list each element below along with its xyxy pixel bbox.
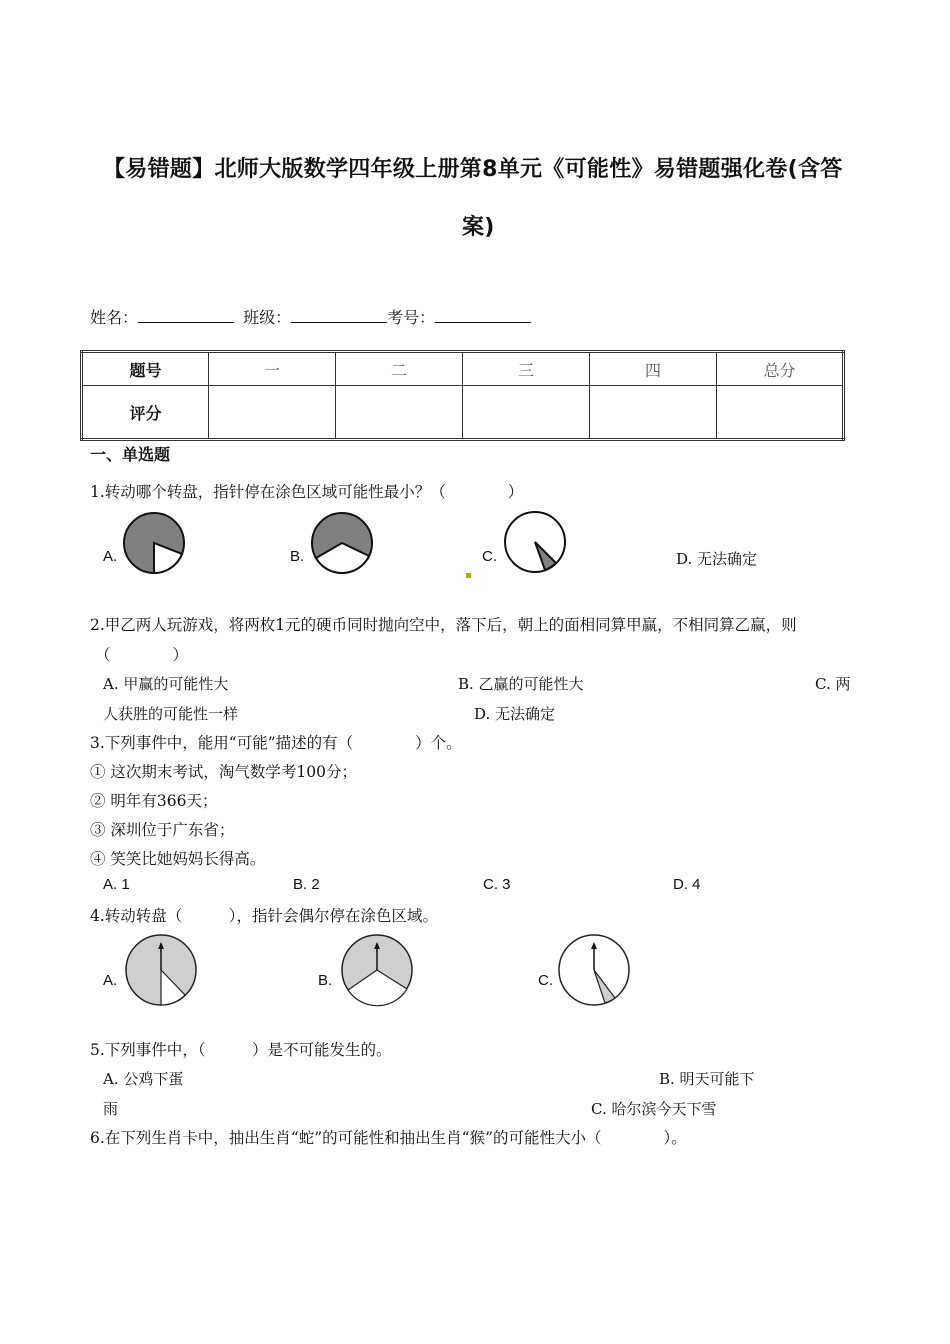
- q3-option-b[interactable]: B. 2: [293, 876, 320, 893]
- page-title-line1: 【易错题】北师大版数学四年级上册第8单元《可能性》易错题强化卷(含答: [103, 157, 843, 182]
- q2-option-a[interactable]: A. 甲赢的可能性大: [103, 675, 229, 693]
- q4-option-b[interactable]: B.: [318, 972, 333, 989]
- score-header-cell: 题号: [82, 352, 209, 386]
- q2-option-b[interactable]: B. 乙赢的可能性大: [458, 675, 584, 693]
- q1-spinner-b: [307, 509, 377, 577]
- q1-spinner-c: [500, 507, 570, 577]
- q5-option-b-cont[interactable]: 雨: [103, 1100, 119, 1118]
- score-header-cell: 总分: [717, 352, 844, 386]
- q3-item: ② 明年有366天；: [90, 792, 218, 810]
- q3-option-d[interactable]: D. 4: [673, 876, 701, 893]
- q3-item: ④ 笑笑比她妈妈长得高。: [90, 850, 266, 868]
- q1-spinner-a: [120, 511, 190, 577]
- q1-option-d[interactable]: D. 无法确定: [676, 550, 758, 568]
- q5-option-a[interactable]: A. 公鸡下蛋: [103, 1070, 184, 1088]
- score-cell[interactable]: [590, 386, 717, 440]
- q4-spinner-c: [555, 933, 635, 1007]
- q2-stem-line1: 2.甲乙两人玩游戏，将两枚1元的硬币同时抛向空中，落下后，朝上的面相同算甲赢，不相同算乙赢，则: [90, 616, 797, 634]
- score-header-cell: 三: [463, 352, 590, 386]
- score-header-cell: 四: [590, 352, 717, 386]
- score-table: [80, 350, 845, 441]
- q2-option-d[interactable]: D. 无法确定: [474, 705, 556, 723]
- q2-option-c-cont[interactable]: 人获胜的可能性一样: [103, 705, 239, 723]
- score-row-label: 评分: [82, 386, 209, 440]
- q2-stem-line2: （ ）: [95, 646, 189, 664]
- class-field[interactable]: [291, 308, 387, 323]
- class-label: 班级：: [243, 308, 292, 327]
- name-label: 姓名：: [90, 308, 139, 327]
- q4-spinner-a: [122, 933, 202, 1007]
- q1-stem: 1.转动哪个转盘，指针停在涂色区域可能性最小？（ ）: [90, 483, 524, 501]
- q4-option-a[interactable]: A.: [103, 972, 118, 989]
- name-field[interactable]: [138, 308, 234, 323]
- q4-stem: 4.转动转盘（ ），指针会偶尔停在涂色区域。: [90, 907, 439, 925]
- q3-item: ① 这次期末考试，淘气数学考100分；: [90, 763, 358, 781]
- q4-spinner-b: [338, 933, 418, 1007]
- q1-option-b[interactable]: B.: [290, 548, 305, 565]
- score-cell[interactable]: [336, 386, 463, 440]
- q4-option-c[interactable]: C.: [538, 972, 553, 989]
- q3-stem: 3.下列事件中，能用“可能”描述的有（ ）个。: [90, 734, 462, 752]
- score-header-cell: 二: [336, 352, 463, 386]
- score-cell[interactable]: [717, 386, 844, 440]
- q3-item: ③ 深圳位于广东省；: [90, 821, 235, 839]
- q5-option-c[interactable]: C. 哈尔滨今天下雪: [591, 1100, 717, 1118]
- score-row: [82, 386, 844, 440]
- q5-stem: 5.下列事件中，（ ）是不可能发生的。: [90, 1041, 392, 1059]
- number-label: 考号：: [387, 308, 436, 327]
- score-header-cell: 一: [209, 352, 336, 386]
- q5-option-b[interactable]: B. 明天可能下: [659, 1070, 755, 1088]
- q2-option-c[interactable]: C. 两: [815, 675, 851, 693]
- stray-mark: [466, 573, 471, 578]
- score-header-row: [82, 352, 844, 386]
- q1-option-c[interactable]: C.: [482, 548, 497, 565]
- q3-option-a[interactable]: A. 1: [103, 876, 130, 893]
- q6-stem: 6.在下列生肖卡中，抽出生肖“蛇”的可能性和抽出生肖“猴”的可能性大小（ ）。: [90, 1129, 687, 1147]
- number-field[interactable]: [435, 308, 531, 323]
- q1-option-a[interactable]: A.: [103, 548, 118, 565]
- student-info: [90, 305, 531, 328]
- q3-option-c[interactable]: C. 3: [483, 876, 511, 893]
- page-title-line2: 案): [462, 215, 495, 240]
- score-cell[interactable]: [209, 386, 336, 440]
- score-cell[interactable]: [463, 386, 590, 440]
- section-heading: 一、单选题: [90, 447, 171, 464]
